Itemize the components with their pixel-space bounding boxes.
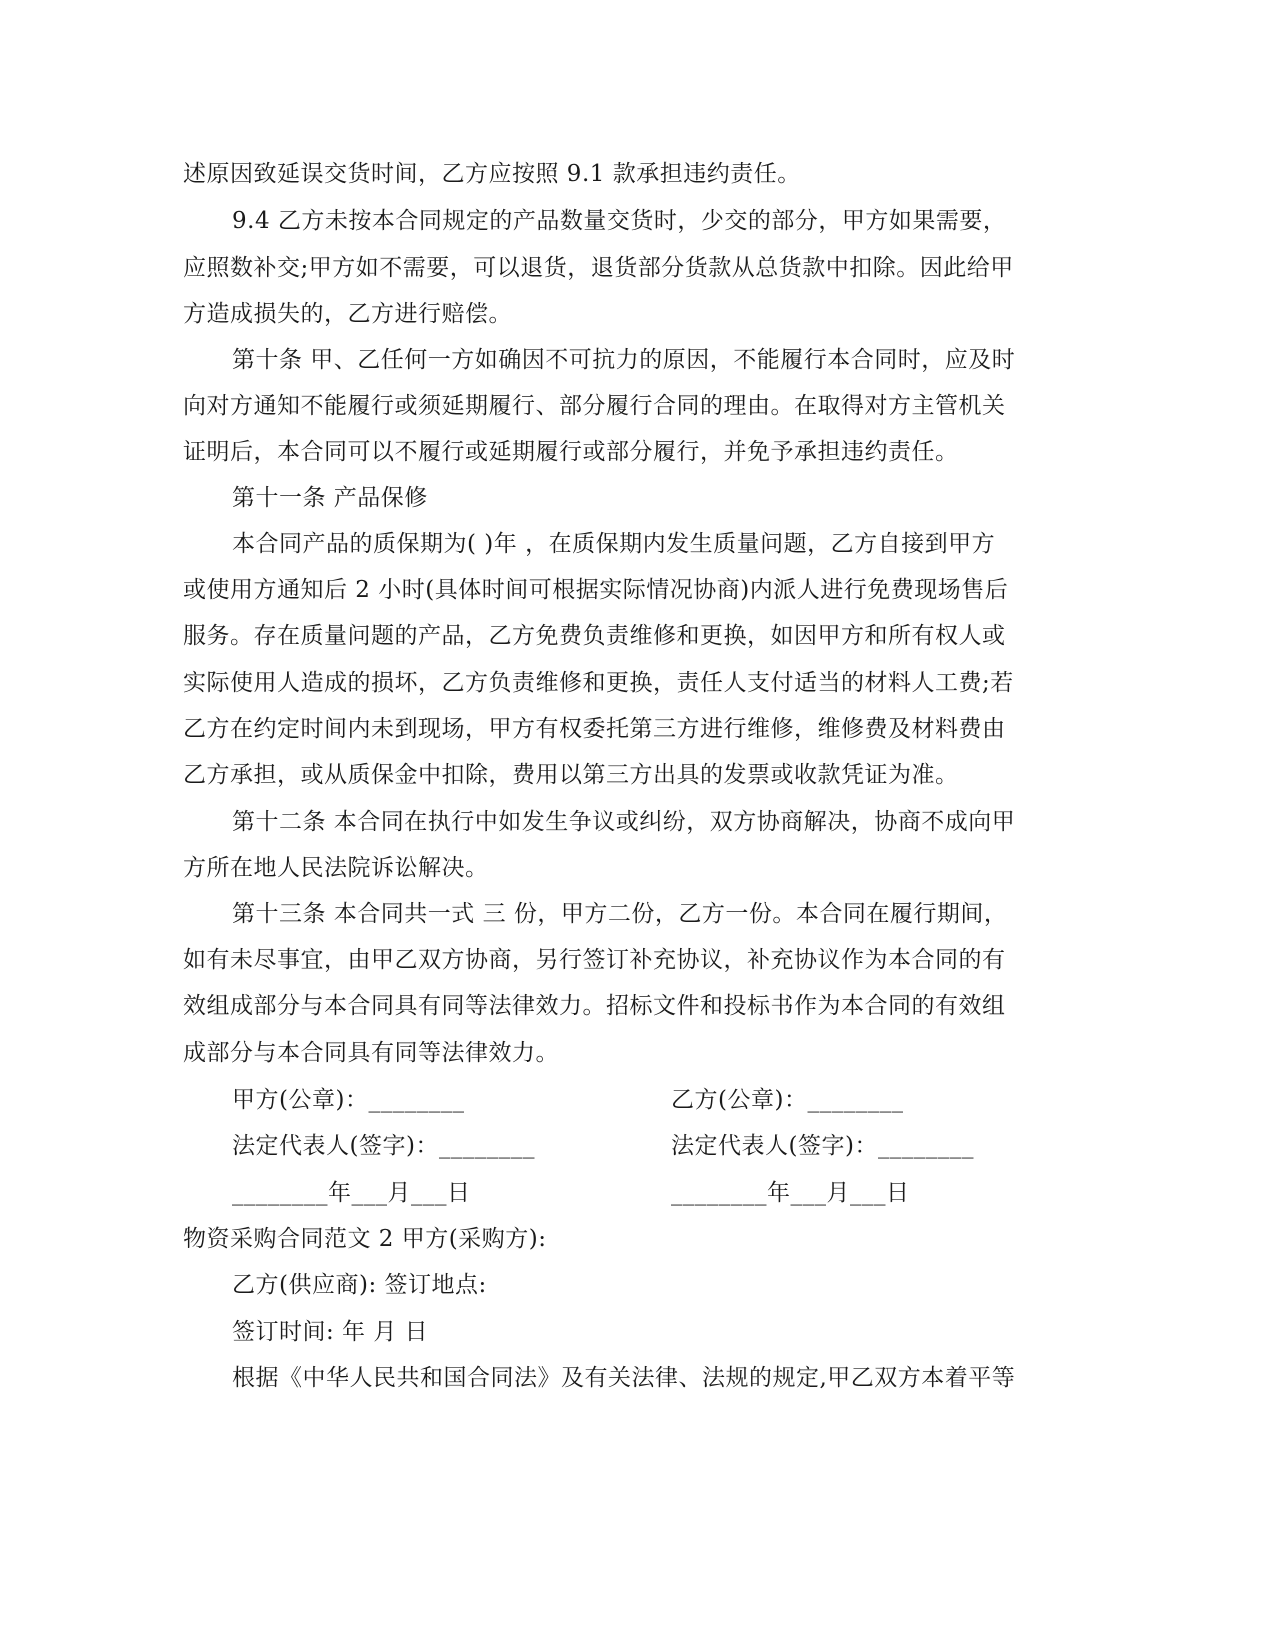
paragraph-line: 向对方通知不能履行或须延期履行、部分履行合同的理由。在取得对方主管机关 xyxy=(183,393,1006,419)
paragraph-line: 实际使用人造成的损坏，乙方负责维修和更换，责任人支付适当的材料人工费;若 xyxy=(183,670,1014,696)
contract2-supplier-line: 乙方(供应商): 签订地点: xyxy=(232,1272,487,1298)
paragraph-line: 应照数补交;甲方如不需要，可以退货，退货部分货款从总货款中扣除。因此给甲 xyxy=(183,255,1014,281)
contract2-basis-line: 根据《中华人民共和国合同法》及有关法律、法规的规定,甲乙双方本着平等 xyxy=(232,1365,1016,1391)
party-b-date-line: ________年___月___日 xyxy=(671,1180,910,1206)
paragraph-line: 本合同产品的质保期为( )年 ，在质保期内发生质量问题，乙方自接到甲方 xyxy=(232,531,996,557)
paragraph-line: 如有未尽事宜，由甲乙双方协商，另行签订补充协议，补充协议作为本合同的有 xyxy=(183,947,1006,973)
paragraph-line: 服务。存在质量问题的产品，乙方免费负责维修和更换，如因甲方和所有权人或 xyxy=(183,623,1006,649)
paragraph-line: 证明后，本合同可以不履行或延期履行或部分履行，并免予承担违约责任。 xyxy=(183,439,959,465)
paragraph-line: 第十二条 本合同在执行中如发生争议或纠纷，双方协商解决，协商不成向甲 xyxy=(232,809,1016,835)
section-heading: 第十一条 产品保修 xyxy=(232,485,428,511)
party-a-seal-line: 甲方(公章)：________ xyxy=(232,1087,465,1113)
paragraph-line: 成部分与本合同具有同等法律效力。 xyxy=(183,1040,559,1066)
paragraph-line: 述原因致延误交货时间，乙方应按照 9.1 款承担违约责任。 xyxy=(183,161,801,187)
paragraph-line: 9.4 乙方未按本合同规定的产品数量交货时，少交的部分，甲方如果需要， xyxy=(232,208,1007,234)
party-b-representative-line: 法定代表人(签字)：________ xyxy=(671,1133,974,1159)
party-b-seal-line: 乙方(公章)：________ xyxy=(671,1087,904,1113)
paragraph-line: 方所在地人民法院诉讼解决。 xyxy=(183,855,489,881)
paragraph-line: 第十三条 本合同共一式 三 份，甲方二份，乙方一份。本合同在履行期间， xyxy=(232,901,1008,927)
party-a-date-line: ________年___月___日 xyxy=(232,1180,471,1206)
paragraph-line: 乙方承担，或从质保金中扣除，费用以第三方出具的发票或收款凭证为准。 xyxy=(183,762,959,788)
paragraph-line: 或使用方通知后 2 小时(具体时间可根据实际情况协商)内派人进行免费现场售后 xyxy=(183,577,1009,603)
contract2-title-line: 物资采购合同范文 2 甲方(采购方): xyxy=(183,1226,547,1252)
paragraph-line: 乙方在约定时间内未到现场，甲方有权委托第三方进行维修，维修费及材料费由 xyxy=(183,716,1006,742)
paragraph-line: 第十条 甲、乙任何一方如确因不可抗力的原因，不能履行本合同时，应及时 xyxy=(232,347,1016,373)
contract2-time-line: 签订时间: 年 月 日 xyxy=(232,1319,429,1345)
paragraph-line: 效组成部分与本合同具有同等法律效力。招标文件和投标书作为本合同的有效组 xyxy=(183,993,1006,1019)
paragraph-line: 方造成损失的，乙方进行赔偿。 xyxy=(183,301,512,327)
party-a-representative-line: 法定代表人(签字)：________ xyxy=(232,1133,535,1159)
